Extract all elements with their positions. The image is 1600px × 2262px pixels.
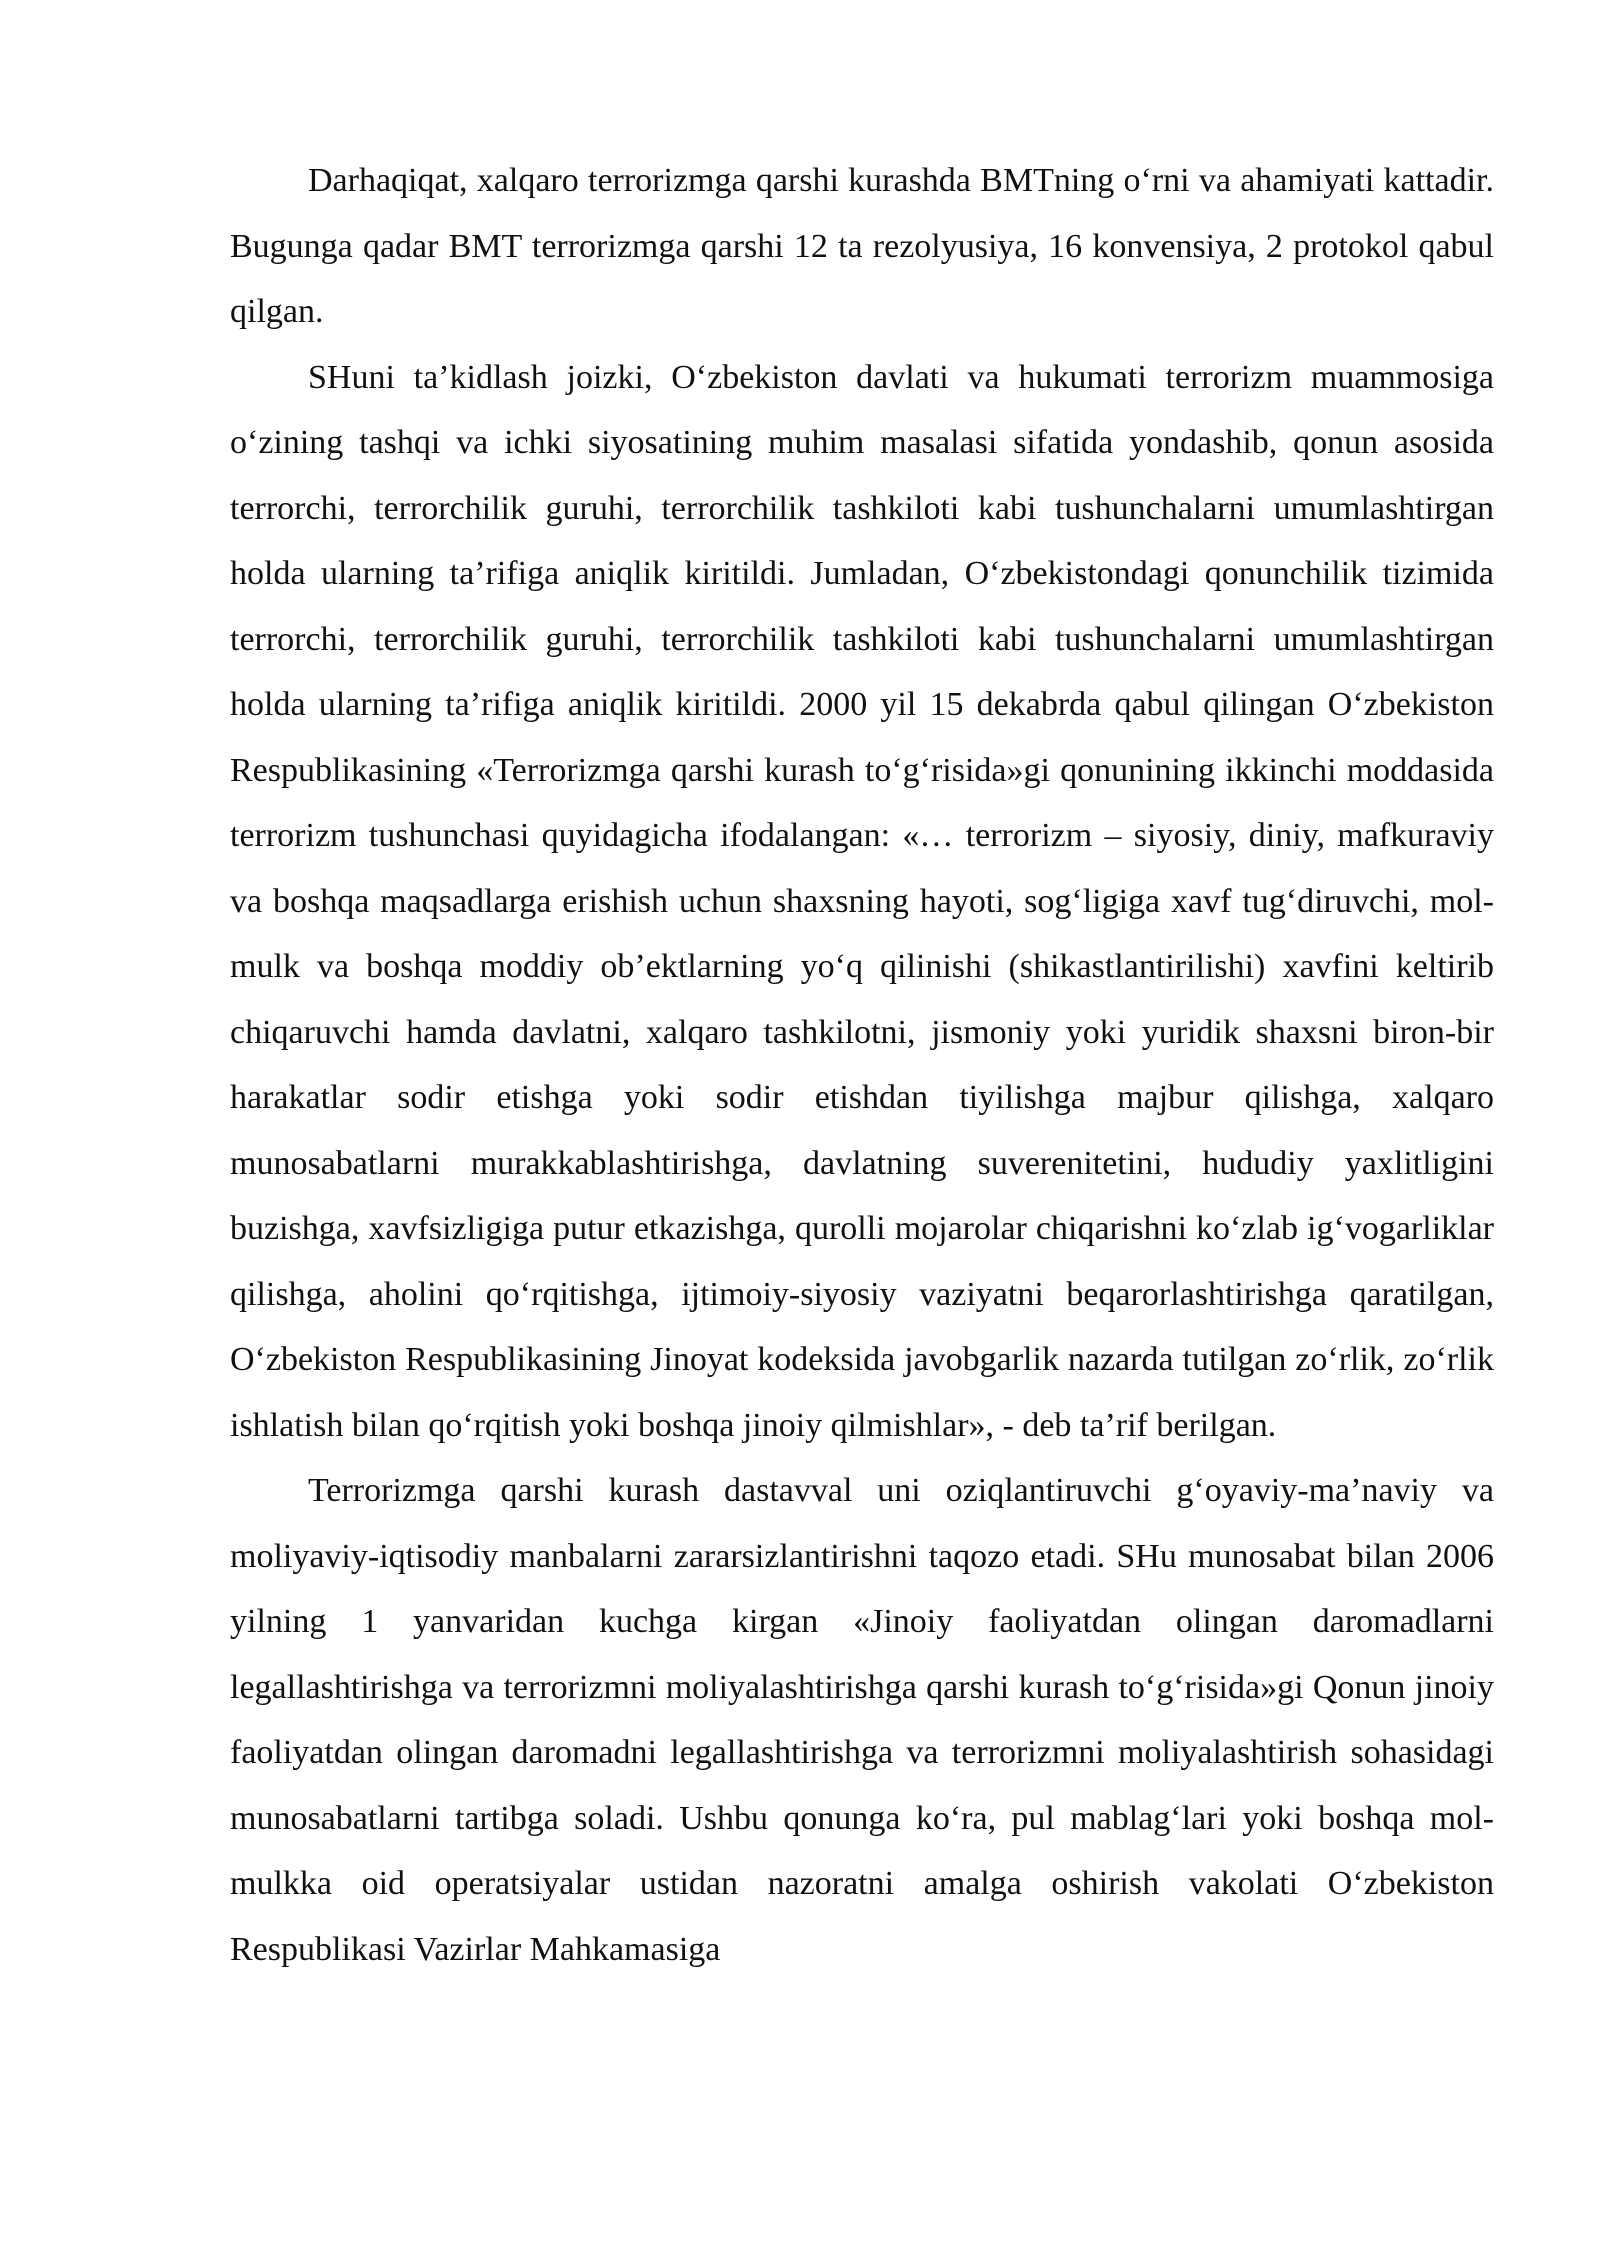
paragraph-un-role: Darhaqiqat, xalqaro terrorizmga qarshi kurashda BMTning o‘rni va ahamiyati kattadir. Bugunga qadar BMT terrorizmga qarshi 12 ta rezolyusiya, 16 konvensiya, 2 protokol qabul qilgan. [230, 162, 1494, 330]
paragraph-financing-law: Terrorizmga qarshi kurash dastavval uni oziqlantiruvchi g‘oyaviy-ma’naviy va moliyaviy-iqtisodiy manbalarni zararsizlantirishni taqozo etadi. SHu munosabat bilan 2006 yilning 1 yanvaridan kuchga kirgan «Jinoiy faoliyatdan olingan daromadlarni legallashtirishga va terrorizmni moliyalashtirishga qarshi kurash to‘g‘risida»gi Qonun jinoiy faoliyatdan olingan daromadni legallashtirishga va terrorizmni moliyalashtirish sohasidagi munosabatlarni tartibga soladi. Ushbu qonunga ko‘ra, pul mablag‘lari yoki boshqa mol-mulkka oid operatsiyalar ustidan nazoratni amalga oshirish vakolati O‘zbekiston Respublikasi Vazirlar Mahkamasiga [230, 1472, 1494, 1968]
document-page [230, 148, 1494, 1982]
paragraph-terrorism-definition: SHuni ta’kidlash joizki, O‘zbekiston davlati va hukumati terrorizm muammosiga o‘zining tashqi va ichki siyosatining muhim masalasi sifatida yondashib, qonun asosida terrorchi, terrorchilik guruhi, terrorchilik tashkiloti kabi tushunchalarni umumlashtirgan holda ularning ta’rifiga aniqlik kiritildi. Jumladan, O‘zbekistondagi qonunchilik tizimida terrorchi, terrorchilik guruhi, terrorchilik tashkiloti kabi tushunchalarni umumlashtirgan holda ularning ta’rifiga aniqlik kiritildi. 2000 yil 15 dekabrda qabul qilingan O‘zbekiston Respublikasining «Terrorizmga qarshi kurash to‘g‘risida»gi qonunining ikkinchi moddasida terrorizm tushunchasi quyidagicha ifodalangan: «… terrorizm – siyosiy, diniy, mafkuraviy va boshqa maqsadlarga erishish uchun shaxsning hayoti, sog‘ligiga xavf tug‘diruvchi, mol-mulk va boshqa moddiy ob’ektlarning yo‘q qilinishi (shikastlantirilishi) xavfini keltirib chiqaruvchi hamda davlatni, xalqaro tashkilotni, jismoniy yoki yuridik shaxsni biron-bir harakatlar sodir etishga yoki sodir etishdan tiyilishga majbur qilishga, xalqaro munosabatlarni murakkablashtirishga, davlatning suverenitetini, hududiy yaxlitligini buzishga, xavfsizligiga putur etkazishga, qurolli mojarolar chiqarishni ko‘zlab ig‘vogarliklar qilishga, aholini qo‘rqitishga, ijtimoiy-siyosiy vaziyatni beqarorlashtirishga qaratilgan, O‘zbekiston Respublikasining Jinoyat kodeksida javobgarlik nazarda tutilgan zo‘rlik, zo‘rlik ishlatish bilan qo‘rqitish yoki boshqa jinoiy qilmishlar», - deb ta’rif berilgan. [230, 358, 1494, 1444]
